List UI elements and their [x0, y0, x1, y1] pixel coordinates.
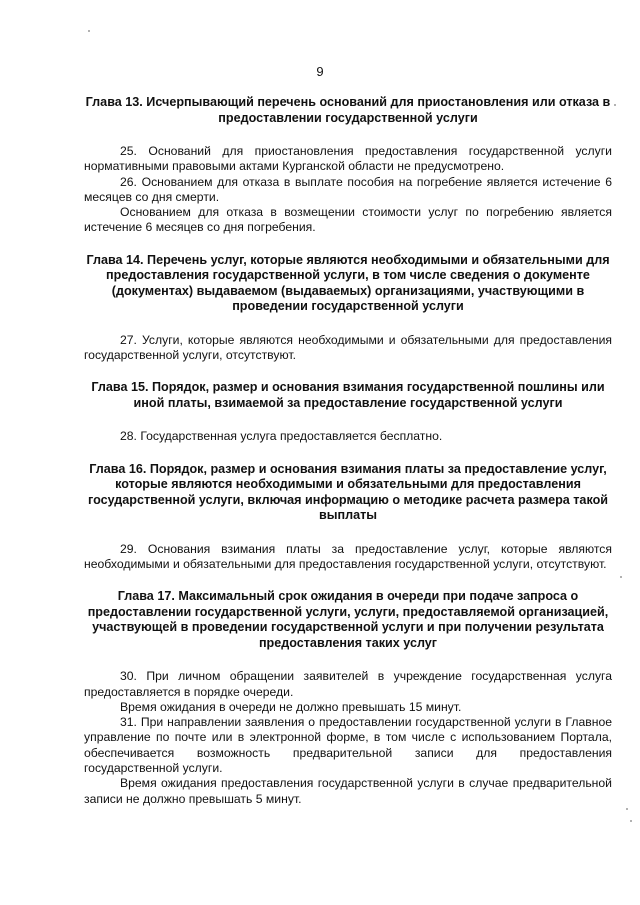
chapter-16-heading: Глава 16. Порядок, размер и основания взимания платы за предоставление услуг, которые являются необходимыми и обязательными для предоставления государственной услуги, включая информацию о методике расчета размера такой выплаты	[87, 461, 609, 523]
paragraph-28: 28. Государственная услуга предоставляется бесплатно.	[120, 429, 443, 444]
scan-speck	[630, 820, 632, 822]
paragraph-27: 27. Услуги, которые являются необходимыми и обязательными для предоставления государственной услуги, отсутствуют.	[84, 332, 612, 363]
scan-speck	[626, 808, 628, 810]
scan-speck	[88, 30, 90, 32]
paragraph-26-continued: Основанием для отказа в возмещении стоимости услуг по погребению является истечение 6 месяцев со дня погребения.	[84, 205, 612, 235]
section-chapter-17	[84, 589, 612, 807]
scan-speck	[620, 576, 622, 578]
paragraph-26: 26. Основанием для отказа в выплате пособия на погребение является истечение 6 месяцев со дня смерти.	[84, 174, 612, 204]
section-chapter-15	[84, 380, 612, 444]
section-chapter-16	[84, 462, 612, 573]
chapter-13-heading: Глава 13. Исчерпывающий перечень оснований для приостановления или отказа в предоставлении государственной услуги	[85, 95, 611, 125]
document-body	[84, 95, 612, 807]
chapter-17-heading: Глава 17. Максимальный срок ожидания в очереди при подаче запроса о предоставлении государственной услуги, услуги, предоставляемой организацией, участвующей в проведении государственной услуги и при получении результата предоставления таких услуг	[87, 589, 609, 650]
paragraph-31: 31. При направлении заявления о предоставлении государственной услуги в Главное управление по почте или в электронной форме, в том числе с использованием Портала, обеспечивается возможность предварительной записи для предоставления государственной услуги.	[84, 715, 612, 776]
section-chapter-14	[84, 253, 612, 364]
section-chapter-13	[84, 95, 612, 236]
paragraph-30: 30. При личном обращении заявителей в учреждение государственная услуга предоставляется в порядке очереди.	[84, 669, 612, 699]
paragraph-30-continued: Время ожидания в очереди не должно превышать 15 минут.	[120, 699, 462, 714]
paragraph-25: 25. Оснований для приостановления предоставления государственной услуги нормативными правовыми актами Курганской области не предусмотрено.	[84, 144, 612, 174]
page-number: 9	[316, 64, 324, 79]
chapter-14-heading: Глава 14. Перечень услуг, которые являются необходимыми и обязательными для предоставления государственной услуги, в том числе сведения о документе (документах) выдаваемом (выдаваемых) организациями, участвующими в проведении государственной услуги	[86, 252, 610, 314]
scan-speck	[614, 104, 616, 106]
chapter-15-heading: Глава 15. Порядок, размер и основания взимания государственной пошлины или иной платы, взимаемой за предоставление государственной услуги	[91, 380, 605, 410]
paragraph-31-continued: Время ожидания предоставления государственной услуги в случае предварительной записи не должно превышать 5 минут.	[84, 776, 612, 806]
paragraph-29: 29. Основания взимания платы за предоставление услуг, которые являются необходимыми и обязательными для предоставления государственной услуги, отсутствуют.	[84, 541, 612, 571]
